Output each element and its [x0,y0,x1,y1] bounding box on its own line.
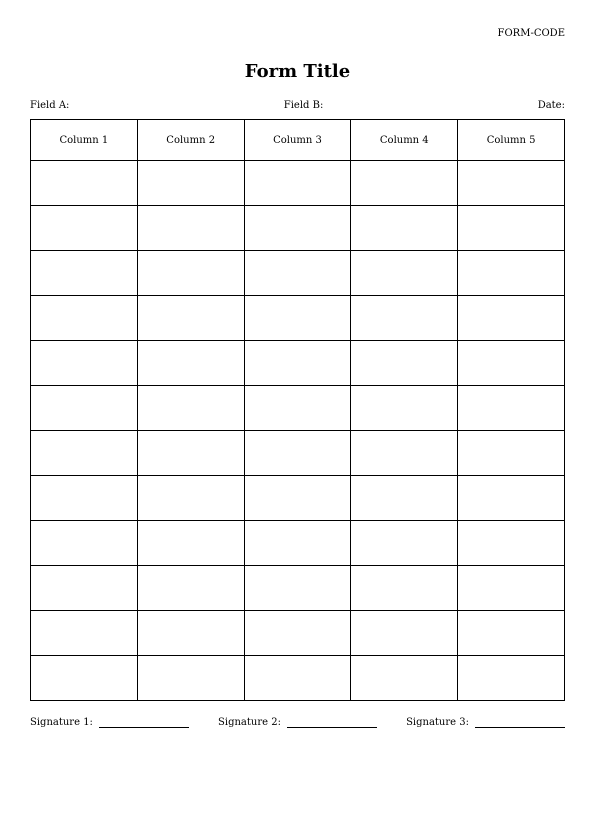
table-cell[interactable] [31,251,138,296]
table-cell[interactable] [137,206,244,251]
inspection-table [30,119,565,701]
table-row [31,566,565,611]
table-cell[interactable] [244,566,351,611]
meta-middle: Field B: [283,100,324,111]
column-header: Column 1 [31,120,138,161]
table-cell[interactable] [31,206,138,251]
table-row [31,611,565,656]
table-cell[interactable] [244,521,351,566]
table-cell[interactable] [244,431,351,476]
table-cell[interactable] [244,296,351,341]
table-cell[interactable] [31,521,138,566]
table-cell[interactable] [458,386,565,431]
table-cell[interactable] [458,206,565,251]
table-cell[interactable] [244,341,351,386]
table-row [31,161,565,206]
table-cell[interactable] [31,431,138,476]
signature-label-3: Signature 3: [406,717,469,728]
table-cell[interactable] [458,296,565,341]
table-cell[interactable] [244,611,351,656]
table-cell[interactable] [244,161,351,206]
form-code: FORM-CODE [497,28,565,39]
meta-left: Field A: [30,100,70,111]
table-cell[interactable] [351,521,458,566]
table-cell[interactable] [458,476,565,521]
table-cell[interactable] [31,386,138,431]
signature-line-3[interactable] [475,715,565,728]
table-cell[interactable] [351,161,458,206]
table-row [31,476,565,521]
table-cell[interactable] [351,341,458,386]
table-cell[interactable] [31,341,138,386]
column-header: Column 4 [351,120,458,161]
table-cell[interactable] [351,566,458,611]
table-row [31,206,565,251]
table-cell[interactable] [351,656,458,701]
table-row [31,431,565,476]
signature-line-2[interactable] [287,715,377,728]
table-cell[interactable] [137,521,244,566]
table-cell[interactable] [31,296,138,341]
page-title: Form Title [244,61,351,82]
column-header: Column 2 [137,120,244,161]
table-cell[interactable] [31,656,138,701]
column-header: Column 5 [458,120,565,161]
table-cell[interactable] [351,476,458,521]
signature-field-2 [218,715,377,728]
table-cell[interactable] [458,656,565,701]
table-cell[interactable] [351,251,458,296]
table-cell[interactable] [137,566,244,611]
table-row [31,656,565,701]
table-cell[interactable] [458,521,565,566]
meta-row [30,100,565,111]
signature-field-3 [406,715,565,728]
table-row [31,341,565,386]
signature-label-1: Signature 1: [30,717,93,728]
table-cell[interactable] [458,611,565,656]
table-body [31,161,565,701]
table-cell[interactable] [244,206,351,251]
table-row [31,251,565,296]
table-cell[interactable] [458,431,565,476]
table-row [31,521,565,566]
table-cell[interactable] [458,251,565,296]
table-cell[interactable] [351,431,458,476]
table-cell[interactable] [458,341,565,386]
table-cell[interactable] [458,161,565,206]
signature-row [30,715,565,728]
table-cell[interactable] [244,386,351,431]
table-header-row [31,120,565,161]
signature-field-1 [30,715,189,728]
table-cell[interactable] [137,251,244,296]
signature-line-1[interactable] [99,715,189,728]
table-cell[interactable] [244,251,351,296]
table-cell[interactable] [137,161,244,206]
table-cell[interactable] [137,386,244,431]
table-cell[interactable] [31,161,138,206]
table-row [31,386,565,431]
table-cell[interactable] [31,476,138,521]
table-cell[interactable] [244,656,351,701]
table-cell[interactable] [137,611,244,656]
table-cell[interactable] [137,476,244,521]
table-row [31,296,565,341]
table-cell[interactable] [351,206,458,251]
meta-right: Date: [537,100,565,111]
table-cell[interactable] [351,386,458,431]
table-cell[interactable] [137,341,244,386]
table-cell[interactable] [351,296,458,341]
signature-label-2: Signature 2: [218,717,281,728]
table-cell[interactable] [351,611,458,656]
table-cell[interactable] [458,566,565,611]
table-cell[interactable] [137,296,244,341]
table-cell[interactable] [137,431,244,476]
table-cell[interactable] [244,476,351,521]
table-cell[interactable] [31,566,138,611]
table-cell[interactable] [137,656,244,701]
table-cell[interactable] [31,611,138,656]
column-header: Column 3 [244,120,351,161]
